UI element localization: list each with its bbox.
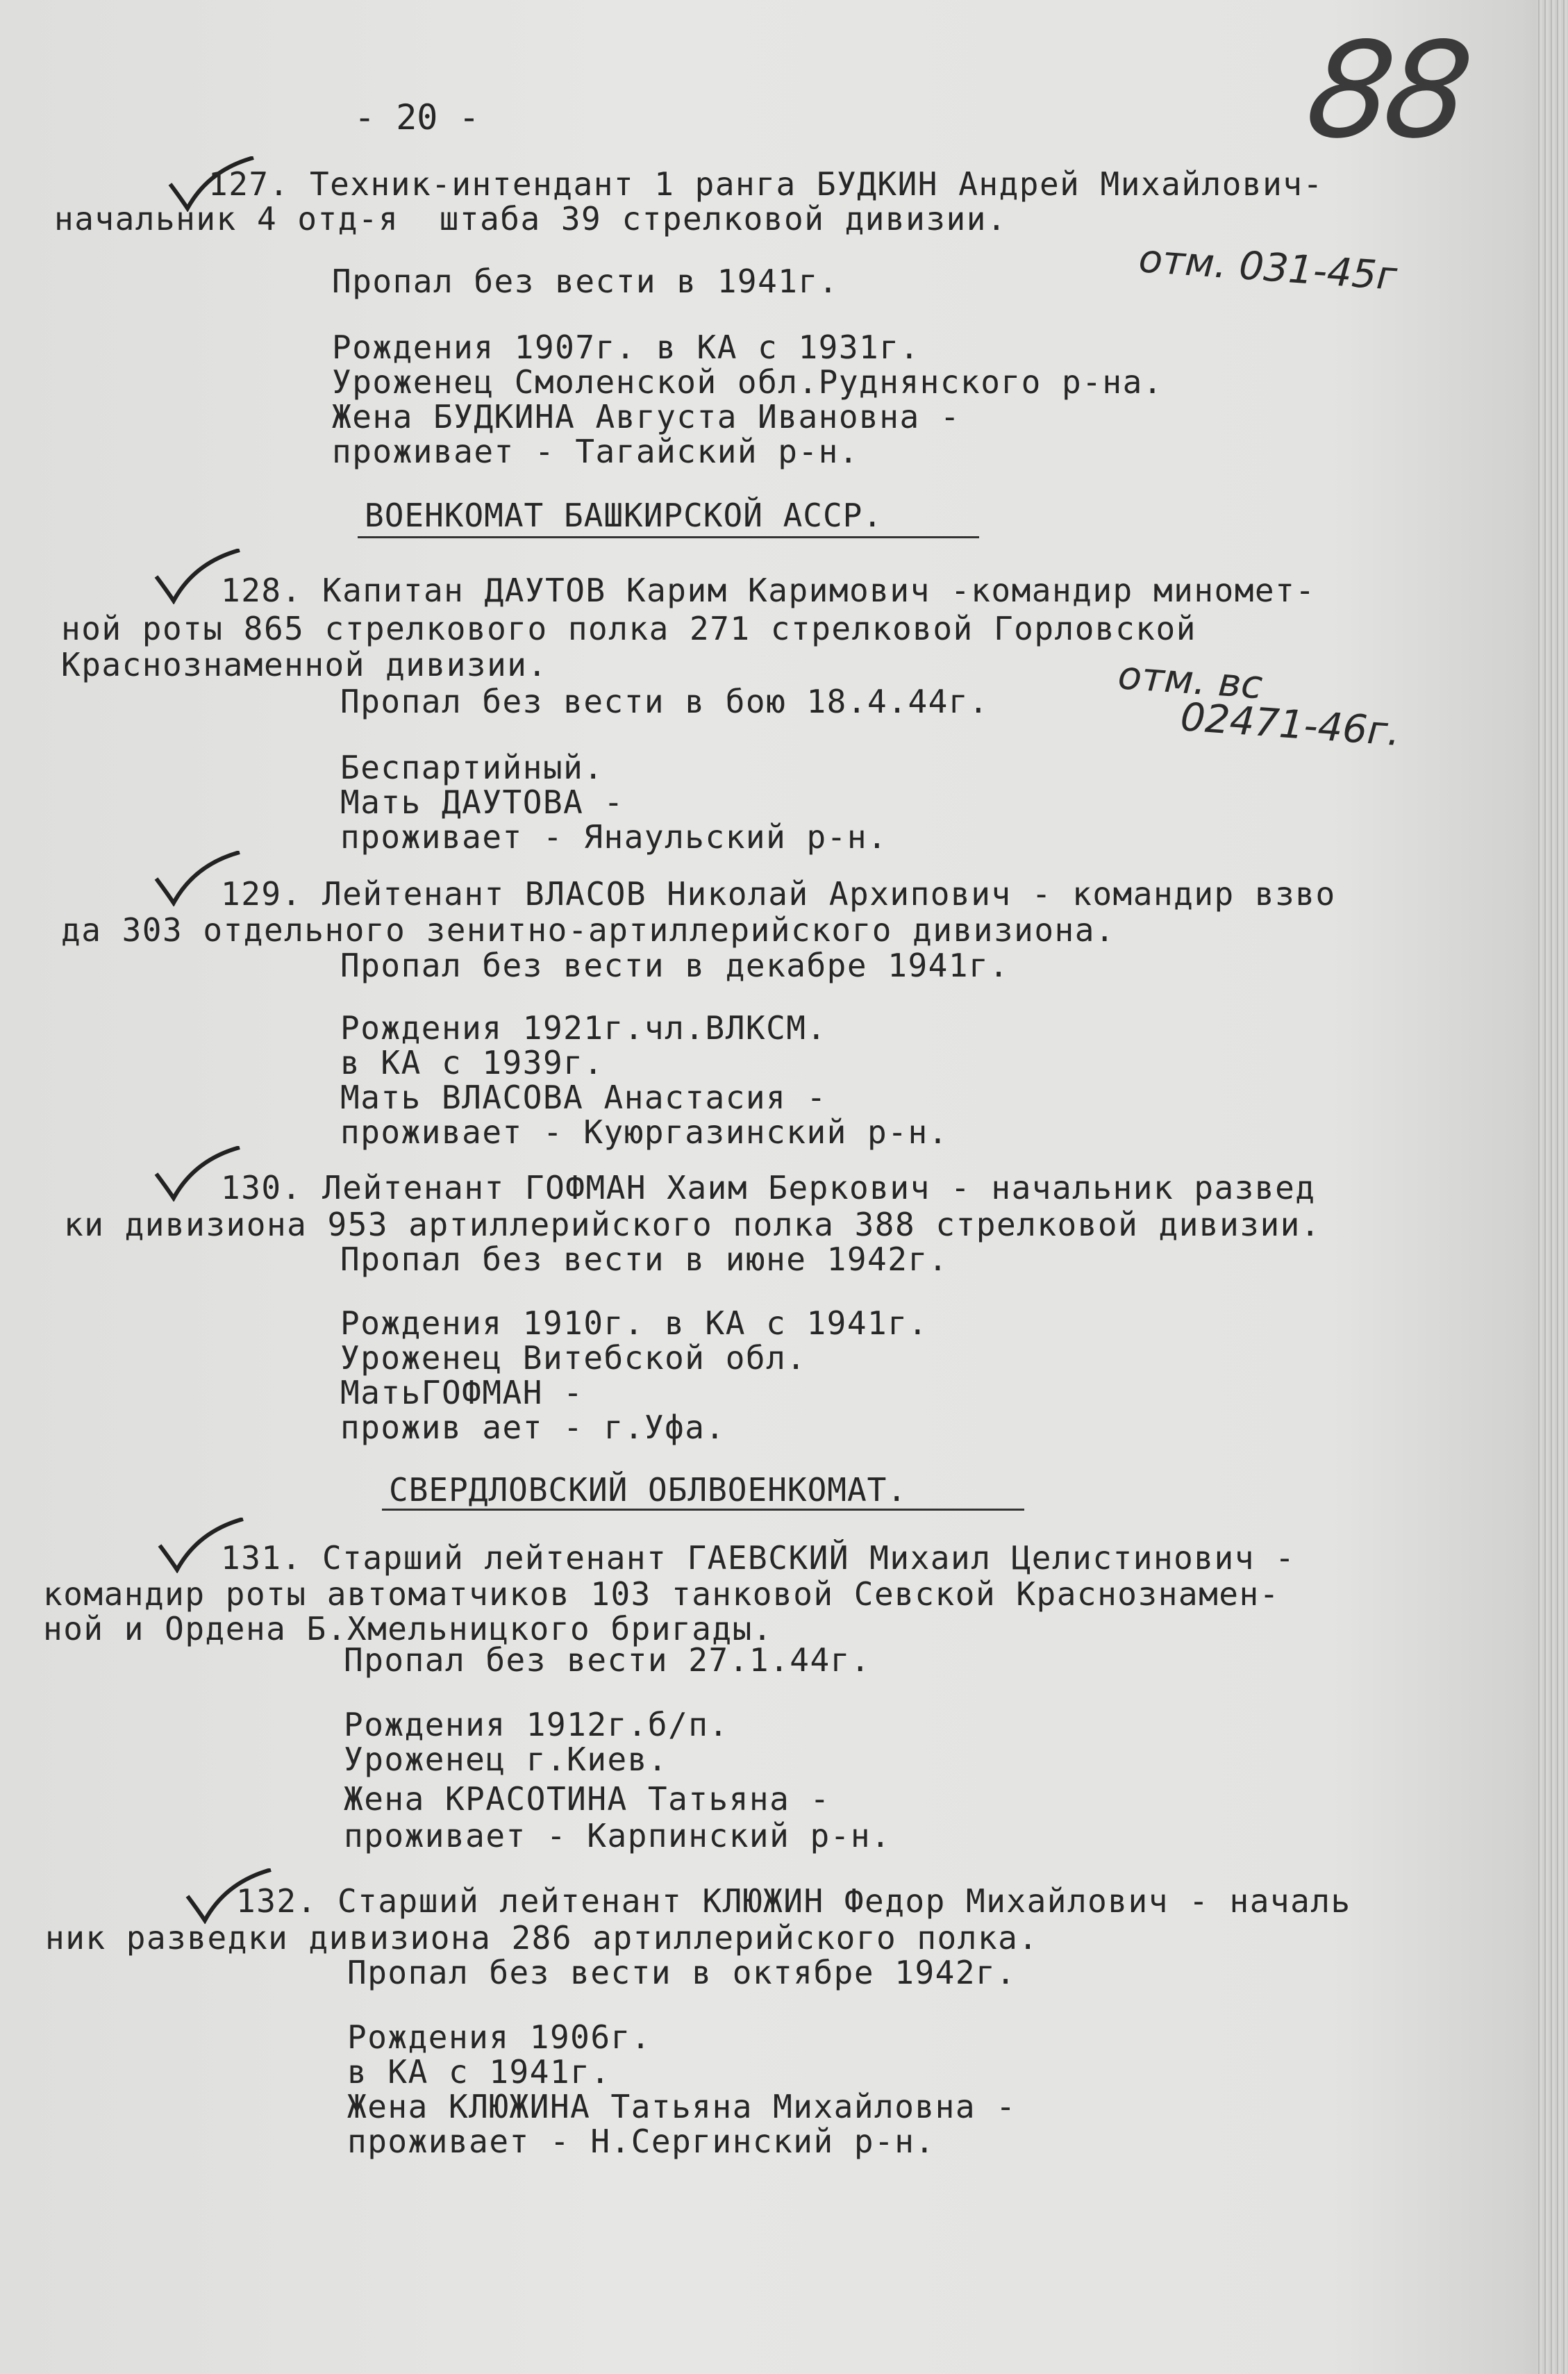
- entry-129-line-3: Пропал без вести в декабре 1941г.: [340, 947, 1010, 984]
- entry-131-line-3: ной и Ордена Б.Хмельницкого бригады.: [43, 1610, 773, 1647]
- entry-130-line-1: 130. Лейтенант ГОФМАН Хаим Беркович - начальник развед: [221, 1169, 1316, 1206]
- page-number: - 20 -: [354, 97, 480, 138]
- entry-132-line-5: в КА с 1941г.: [347, 2053, 611, 2091]
- entry-128-line-7: проживает - Янаульский р-н.: [340, 818, 888, 856]
- entry-132-line-1: 132. Старший лейтенант КЛЮЖИН Федор Михайлович - началь: [236, 1882, 1351, 1920]
- entry-129-line-2: да 303 отдельного зенитно-артиллерийского дивизиона.: [61, 911, 1116, 949]
- handwritten-note-127: отм. 031-45г: [1137, 236, 1399, 299]
- handwritten-note-128-b: 02471-46г.: [1178, 695, 1402, 756]
- entry-130-line-2: ки дивизиона 953 артиллерийского полка 388 стрелковой дивизии.: [64, 1206, 1321, 1243]
- entry-129-line-1: 129. Лейтенант ВЛАСОВ Николай Архипович - командир взво: [221, 875, 1336, 913]
- entry-127-line-3: Пропал без вести в 1941г.: [332, 263, 839, 300]
- entry-132-line-7: проживает - Н.Сергинский р-н.: [347, 2123, 935, 2160]
- entry-127-line-7: проживает - Тагайский р-н.: [332, 433, 860, 470]
- entry-130-line-7: прожив ает - г.Уфа.: [340, 1409, 726, 1446]
- entry-127-line-1: 127. Техник-интендант 1 ранга БУДКИН Андрей Михайлович-: [208, 165, 1324, 203]
- entry-130-line-5: Уроженец Витебской обл.: [340, 1339, 807, 1377]
- section-heading-bashkir: ВОЕНКОМАТ БАШКИРСКОЙ АССР.: [365, 497, 883, 534]
- entry-128-line-5: Беспартийный.: [340, 749, 604, 786]
- entry-128-line-2: ной роты 865 стрелкового полка 271 стрелковой Горловской: [61, 610, 1196, 647]
- entry-132-line-2: ник разведки дивизиона 286 артиллерийского полка.: [45, 1919, 1039, 1957]
- heading-underline: [382, 1509, 1024, 1511]
- entry-130-line-4: Рождения 1910г. в КА с 1941г.: [340, 1304, 928, 1342]
- entry-131-line-2: командир роты автоматчиков 103 танковой Севской Краснознамен-: [43, 1575, 1280, 1613]
- entry-129-line-6: Мать ВЛАСОВА Анастасия -: [340, 1079, 827, 1116]
- entry-129-line-7: проживает - Куюргазинский р-н.: [340, 1113, 949, 1151]
- entry-128-line-3: Краснознаменной дивизии.: [61, 646, 548, 683]
- entry-132-line-6: Жена КЛЮЖИНА Татьяна Михайловна -: [347, 2088, 1017, 2125]
- entry-131-line-7: Жена КРАСОТИНА Татьяна -: [344, 1780, 831, 1818]
- entry-128-line-1: 128. Капитан ДАУТОВ Карим Каримович -командир миномет-: [221, 572, 1316, 609]
- entry-131-line-1: 131. Старший лейтенант ГАЕВСКИЙ Михаил Целистинович -: [221, 1539, 1296, 1577]
- entry-130-line-3: Пропал без вести в июне 1942г.: [340, 1240, 949, 1278]
- entry-132-line-4: Рождения 1906г.: [347, 2018, 651, 2056]
- binding-edge: [1536, 0, 1568, 2374]
- entry-127-line-4: Рождения 1907г. в КА с 1931г.: [332, 329, 920, 366]
- entry-131-line-6: Уроженец г.Киев.: [344, 1741, 669, 1778]
- entry-131-line-5: Рождения 1912г.б/п.: [344, 1706, 729, 1743]
- entry-127-line-2: начальник 4 отд-я штаба 39 стрелковой дивизии.: [54, 200, 1008, 238]
- entry-127-line-6: Жена БУДКИНА Августа Ивановна -: [332, 398, 961, 435]
- entry-129-line-5: в КА с 1939г.: [340, 1044, 604, 1081]
- entry-129-line-4: Рождения 1921г.чл.ВЛКСМ.: [340, 1009, 827, 1047]
- entry-128-line-4: Пропал без вести в бою 18.4.44г.: [340, 683, 990, 720]
- entry-130-line-6: МатьГОФМАН -: [340, 1374, 584, 1411]
- heading-underline: [358, 536, 979, 538]
- entry-128-line-6: Мать ДАУТОВА -: [340, 783, 624, 821]
- entry-132-line-3: Пропал без вести в октябре 1942г.: [347, 1954, 1017, 1991]
- section-heading-sverdlovsk: СВЕРДЛОВСКИЙ ОБЛВОЕНКОМАТ.: [389, 1471, 908, 1509]
- archive-page-number: 88: [1298, 14, 1474, 167]
- entry-131-line-8: проживает - Карпинский р-н.: [344, 1817, 892, 1854]
- entry-127-line-5: Уроженец Смоленской обл.Руднянского р-на.: [332, 363, 1163, 401]
- handwritten-note-128-a: отм. вс: [1116, 653, 1265, 708]
- entry-131-line-4: Пропал без вести 27.1.44г.: [344, 1641, 871, 1679]
